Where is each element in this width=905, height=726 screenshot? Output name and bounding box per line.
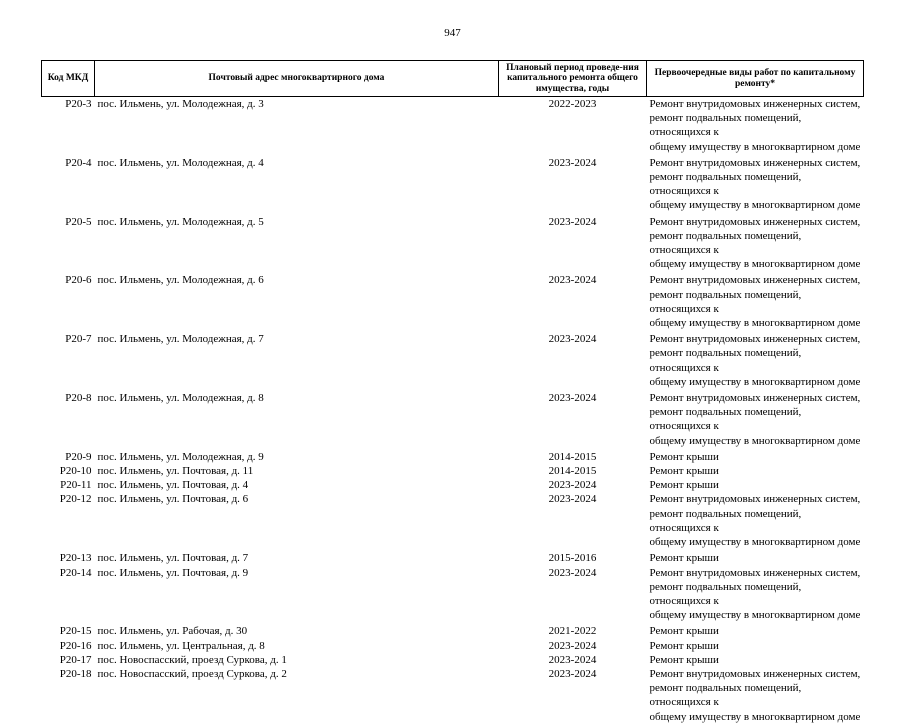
table-row [42,273,864,332]
works-line: Ремонт внутридомовых инженерных систем, [649,392,861,405]
cell-period: 2023-2024 [548,493,597,506]
cell-code: Р20-10 [59,465,92,478]
works-line: ремонт подвальных помещений, относящихся к [649,288,802,315]
works-line: ремонт подвальных помещений, относящихся к [649,347,802,374]
table-row [42,653,864,667]
cell-address: пос. Новоспасский, проезд Суркова, д. 1 [97,653,287,666]
works-line: ремонт подвальных помещений, относящихся к [649,229,802,257]
cell-address: пос. Ильмень, ул. Почтовая, д. 7 [97,552,249,565]
table-row [42,667,864,726]
works-line: Ремонт крыши [649,625,719,638]
cell-works [647,653,864,667]
header-period-text: Плановый период проведе-ния капитального ремонта общего имущества, годы [506,62,639,94]
cell-works [647,391,864,450]
works-line: общему имуществу в многоквартирном доме [649,434,861,447]
capital-repair-table [41,60,864,726]
works-line: общему имуществу в многоквартирном доме [649,317,861,330]
works-line: ремонт подвальных помещений, относящихся к [649,171,802,198]
works-line: Ремонт крыши [649,639,719,652]
cell-code: Р20-8 [65,392,92,405]
cell-period: 2015-2016 [548,552,597,565]
works-line: ремонт подвальных помещений, относящихся к [649,406,802,433]
cell-address: пос. Ильмень, ул. Почтовая, д. 11 [97,465,254,478]
works-line: общему имуществу в многоквартирном доме [649,375,861,388]
works-line: Ремонт внутридомовых инженерных систем, [649,274,861,287]
works-line: общему имуществу в многоквартирном доме [649,710,861,723]
header-address: Почтовый адрес многоквартирного дома [95,61,499,97]
cell-address: пос. Новоспасский, проезд Суркова, д. 2 [97,667,287,680]
works-line: Ремонт крыши [649,465,719,478]
works-line: Ремонт внутридомовых инженерных систем, [649,493,861,506]
cell-code: Р20-18 [59,667,92,680]
table-row [42,492,864,551]
works-line: Ремонт внутридомовых инженерных систем, [649,98,861,110]
cell-period: 2021-2022 [548,625,597,638]
table-row [42,478,864,492]
works-line: Ремонт внутридомовых инженерных систем, [649,215,861,228]
table-row [42,551,864,565]
cell-works [647,450,864,464]
cell-works [647,97,864,156]
table-row [42,624,864,638]
cell-code: Р20-16 [59,639,92,652]
cell-works [647,273,864,332]
table-header-row [42,61,864,97]
cell-address: пос. Ильмень, ул. Молодежная, д. 6 [97,274,264,287]
cell-period: 2023-2024 [548,215,597,228]
cell-address: пос. Ильмень, ул. Почтовая, д. 9 [97,566,249,579]
table-row [42,450,864,464]
table-row [42,156,864,215]
cell-period: 2023-2024 [548,156,597,169]
cell-code: Р20-3 [65,98,92,110]
cell-works [647,478,864,492]
cell-code: Р20-17 [59,653,92,666]
table-row [42,391,864,450]
works-line: Ремонт внутридомовых инженерных систем, [649,333,861,346]
cell-works [647,156,864,215]
cell-code: Р20-15 [59,625,92,638]
cell-period: 2023-2024 [548,566,597,579]
works-line: общему имуществу в многоквартирном доме [649,536,861,549]
cell-works [647,639,864,653]
works-line: Ремонт внутридомовых инженерных систем, [649,566,861,579]
cell-address: пос. Ильмень, ул. Почтовая, д. 6 [97,493,249,506]
table-body [42,97,864,726]
works-line: ремонт подвальных помещений, относящихся к [649,580,802,607]
cell-period: 2022-2023 [548,98,597,110]
table-row [42,97,864,156]
table-row [42,215,864,274]
cell-works [647,551,864,565]
cell-works [647,667,864,726]
header-period [499,61,647,97]
page-number: 947 [444,27,461,39]
cell-period: 2023-2024 [548,639,597,652]
cell-address: пос. Ильмень, ул. Молодежная, д. 3 [97,98,264,110]
cell-address: пос. Ильмень, ул. Центральная, д. 8 [97,639,265,652]
cell-code: Р20-12 [59,493,92,506]
cell-code: Р20-9 [65,450,92,463]
cell-works [647,492,864,551]
works-line: общему имуществу в многоквартирном доме [649,140,861,153]
works-line: Ремонт крыши [649,552,719,565]
works-line: ремонт подвальных помещений, относящихся к [649,112,802,139]
works-line: Ремонт крыши [649,653,719,666]
cell-period: 2023-2024 [548,667,597,680]
cell-code: Р20-13 [59,552,92,565]
works-line: ремонт подвальных помещений, относящихся к [649,507,802,534]
cell-period: 2023-2024 [548,479,597,492]
cell-address: пос. Ильмень, ул. Молодежная, д. 4 [97,156,264,169]
works-line: Ремонт внутридомовых инженерных систем, [649,156,861,169]
cell-works [647,624,864,638]
cell-address: пос. Ильмень, ул. Молодежная, д. 8 [97,392,264,405]
cell-works [647,332,864,391]
cell-address: пос. Ильмень, ул. Молодежная, д. 9 [97,450,264,463]
cell-code: Р20-6 [65,274,92,287]
cell-code: Р20-14 [59,566,92,579]
cell-period: 2014-2015 [548,450,597,463]
cell-period: 2023-2024 [548,653,597,666]
cell-works [647,464,864,478]
cell-works [647,215,864,274]
works-line: Ремонт крыши [649,450,719,463]
works-line: общему имуществу в многоквартирном доме [649,609,861,622]
cell-address: пос. Ильмень, ул. Молодежная, д. 7 [97,333,264,346]
cell-period: 2014-2015 [548,465,597,478]
cell-address: пос. Ильмень, ул. Молодежная, д. 5 [97,215,264,228]
header-code: Код МКД [42,61,95,97]
works-line: общему имуществу в многоквартирном доме [649,199,861,212]
cell-address: пос. Ильмень, ул. Почтовая, д. 4 [97,479,249,492]
cell-code: Р20-4 [65,156,92,169]
table-row [42,464,864,478]
cell-address: пос. Ильмень, ул. Рабочая, д. 30 [97,625,248,638]
cell-code: Р20-7 [65,333,92,346]
cell-code: Р20-11 [60,479,92,492]
works-line: Ремонт крыши [649,479,719,492]
works-line: общему имуществу в многоквартирном доме [649,258,861,271]
cell-period: 2023-2024 [548,392,597,405]
works-line: Ремонт внутридомовых инженерных систем, [649,667,861,680]
header-works: Первоочередные виды работ по капитальному ремонту* [647,61,864,97]
table-row [42,332,864,391]
works-line: ремонт подвальных помещений, относящихся к [649,682,802,709]
table-row [42,566,864,625]
cell-period: 2023-2024 [548,274,597,287]
table-row [42,639,864,653]
cell-period: 2023-2024 [548,333,597,346]
cell-works [647,566,864,625]
cell-code: Р20-5 [65,215,92,228]
